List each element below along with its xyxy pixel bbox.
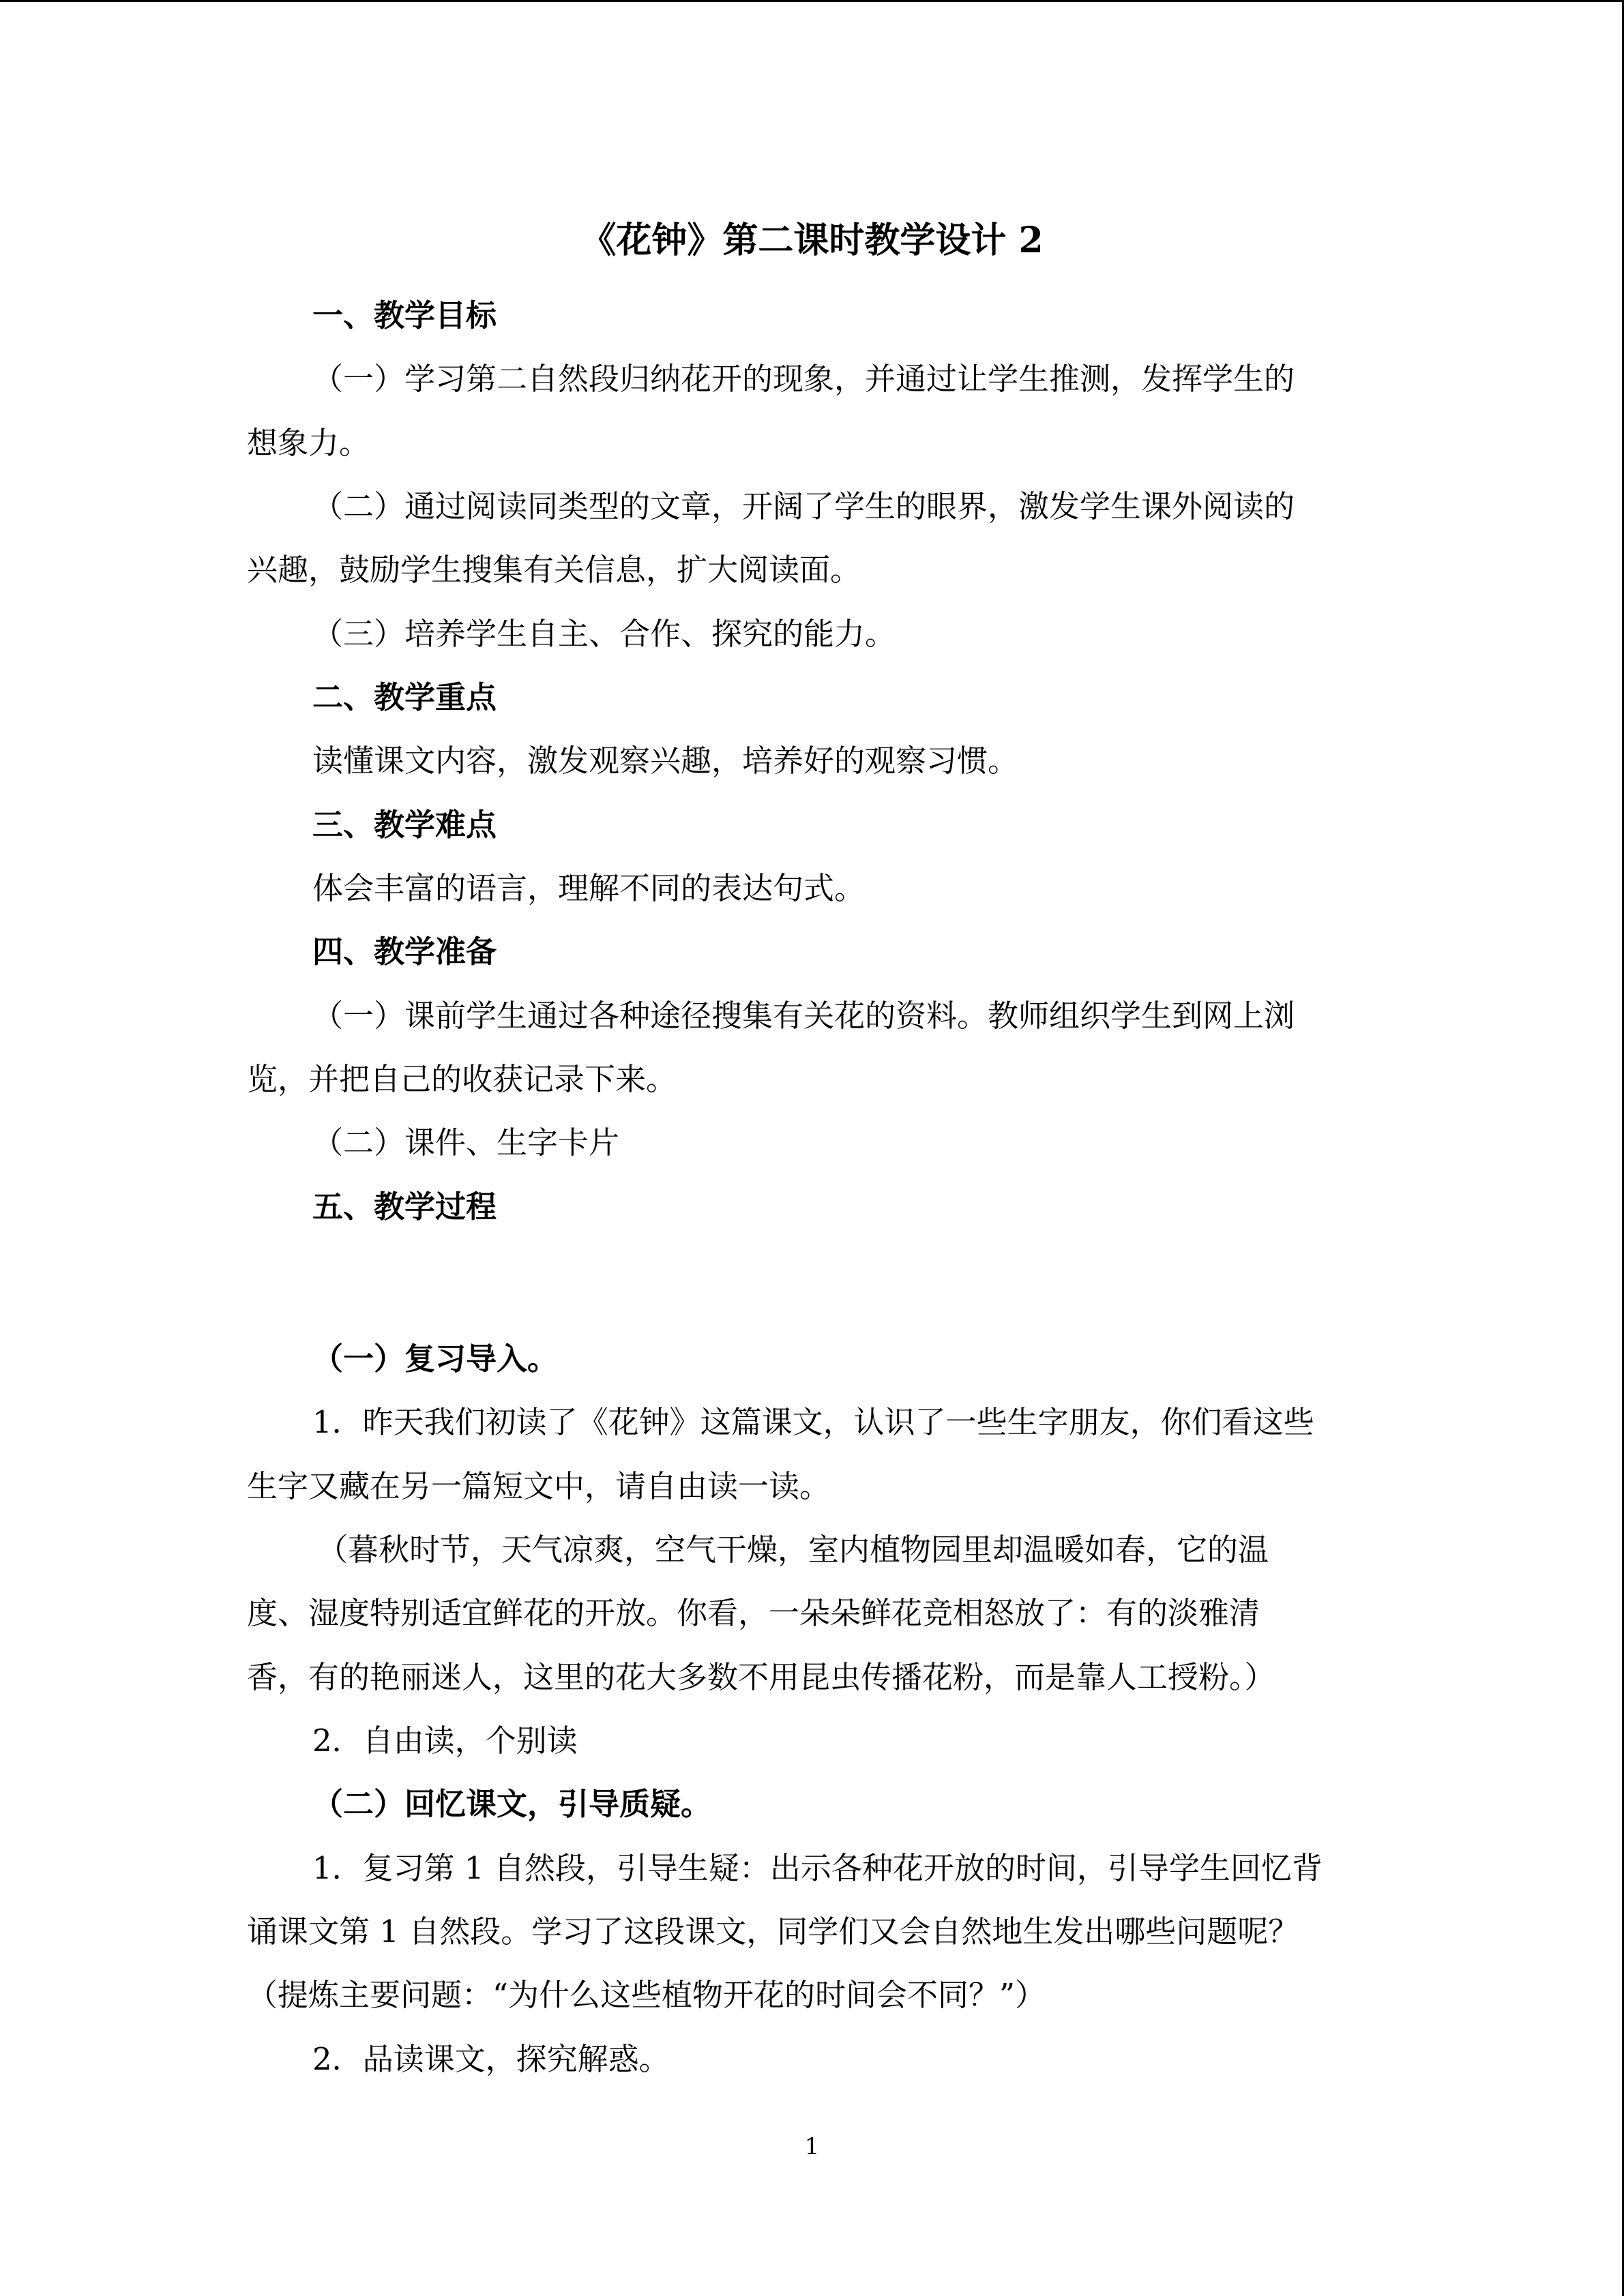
prep-2: （二）课件、生字卡片 <box>312 1124 620 1161</box>
step-2-item-1-line-3: （提炼主要问题：“为什么这些植物开花的时间会不同？”） <box>247 1977 1046 2013</box>
step-2-item-1-line-1: 1．复习第 1 自然段，引导生疑：出示各种花开放的时间，引导学生回忆背 <box>312 1850 1323 1886</box>
section-heading-goals: 一、教学目标 <box>312 297 497 333</box>
step-2-item-1-line-2: 诵课文第 1 自然段。学习了这段课文，同学们又会自然地生发出哪些问题呢？ <box>247 1913 1299 1950</box>
passage-line-1: （暮秋时节，天气凉爽，空气干燥，室内植物园里却温暖如春，它的温 <box>317 1532 1269 1568</box>
step-1-item-1-line-2: 生字又藏在另一篇短文中，请自由读一读。 <box>247 1468 831 1504</box>
section-heading-process: 五、教学过程 <box>312 1189 497 1225</box>
section-heading-key: 二、教学重点 <box>312 679 497 715</box>
step-1-item-1-line-1: 1．昨天我们初读了《花钟》这篇课文，认识了一些生字朋友，你们看这些 <box>312 1404 1314 1440</box>
goal-2-line-2: 兴趣，鼓励学生搜集有关信息，扩大阅读面。 <box>247 552 861 588</box>
goal-1-line-2: 想象力。 <box>247 425 370 461</box>
section-heading-difficulty: 三、教学难点 <box>312 807 497 843</box>
difficulty-text: 体会丰富的语言，理解不同的表达句式。 <box>312 870 866 906</box>
step-1-item-2: 2．自由读，个别读 <box>312 1723 578 1759</box>
goal-2-line-1: （二）通过阅读同类型的文章，开阔了学生的眼界，激发学生课外阅读的 <box>312 488 1295 524</box>
document-title: 《花钟》第二课时教学设计 2 <box>580 220 1044 261</box>
section-heading-prep: 四、教学准备 <box>312 934 497 970</box>
step-2-item-2: 2．品读课文，探究解惑。 <box>312 2041 670 2077</box>
key-text: 读懂课文内容，激发观察兴趣，培养好的观察习惯。 <box>312 743 1019 779</box>
step-2-heading: （二）回忆课文，引导质疑。 <box>312 1786 712 1822</box>
goal-3: （三）培养学生自主、合作、探究的能力。 <box>312 616 896 652</box>
passage-line-3: 香，有的艳丽迷人，这里的花大多数不用昆虫传播花粉，而是靠人工授粉。） <box>247 1659 1275 1695</box>
prep-1-line-1: （一）课前学生通过各种途径搜集有关花的资料。教师组织学生到网上浏 <box>312 998 1295 1034</box>
step-1-heading: （一）复习导入。 <box>312 1341 559 1377</box>
goal-1-line-1: （一）学习第二自然段归纳花开的现象，并通过让学生推测，发挥学生的 <box>312 361 1295 397</box>
passage-line-2: 度、湿度特别适宜鲜花的开放。你看，一朵朵鲜花竞相怒放了：有的淡雅清 <box>247 1595 1260 1631</box>
page-number: 1 <box>804 2133 820 2160</box>
prep-1-line-2: 览，并把自己的收获记录下来。 <box>247 1061 677 1097</box>
